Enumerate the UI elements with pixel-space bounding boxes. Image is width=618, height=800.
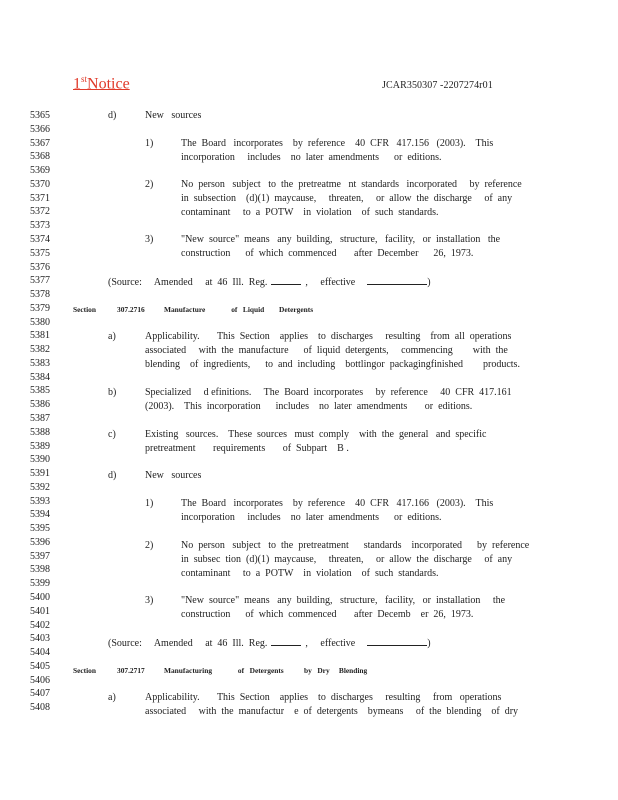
paragraph-line: (2003). This incorporation includes no later amendments or editions.	[145, 401, 473, 412]
source-note-prefix: (Source: Amended at 46 Ill. Reg.	[108, 638, 268, 649]
section-title: Manufacture of Liquid Detergents	[164, 305, 314, 314]
item-label: a)	[108, 692, 116, 703]
reg-number-blank	[271, 637, 301, 646]
paragraph-line: construction of which commenced after December 26, 1973.	[181, 248, 474, 259]
subitem-number: 3)	[145, 595, 154, 606]
paragraph-line: construction of which commenced after Decemb er 26, 1973.	[181, 609, 474, 620]
paragraph-line: Applicability. This Section applies to discharges resulting from all operations	[145, 331, 512, 342]
section-number: 307.2717	[117, 666, 145, 675]
paragraph-line: Applicability. This Section applies to discharges resulting from operations	[145, 692, 502, 703]
line-number: 5404	[30, 647, 50, 658]
line-number: 5408	[30, 702, 50, 714]
effective-date-blank	[367, 637, 427, 646]
line-number: 5383	[30, 357, 50, 369]
line-number: 5395	[30, 523, 50, 535]
paragraph-line: associated with the manufactur e of detergents bymeans of the blending of dry	[145, 706, 519, 717]
line-number: 5387	[30, 412, 50, 424]
paragraph-line: contaminant to a POTW in violation of such standards.	[181, 207, 439, 218]
line-number: 5384	[30, 371, 50, 383]
line-number: 5382	[30, 344, 50, 356]
paragraph-line: No person subject to the pretreatme nt standards incorporated by reference	[181, 179, 522, 190]
line-number: 5407	[30, 688, 50, 700]
notice-number: 1	[73, 75, 81, 93]
section-label: Section	[73, 666, 96, 675]
paragraph-line: in subsection (d)(1) maycause, threaten, or allow the discharge of any	[181, 193, 513, 204]
line-number: 5369	[30, 165, 50, 177]
line-number: 5373	[30, 220, 50, 232]
source-note-prefix: (Source: Amended at 46 Ill. Reg.	[108, 277, 268, 288]
source-note-close: )	[427, 638, 431, 649]
paragraph-line: The Board incorporates by reference 40 CFR 417.156 (2003). This	[181, 138, 494, 149]
line-number: 5390	[30, 454, 50, 466]
subitem-number: 1)	[145, 498, 154, 509]
line-number: 5389	[30, 440, 50, 452]
line-number: 5402	[30, 619, 50, 631]
line-number: 5365	[30, 110, 50, 121]
subitem-number: 2)	[145, 179, 154, 190]
section-title: Manufacturing of Detergents by Dry Blending	[164, 666, 368, 675]
paragraph-line: blending of ingredients, to and including bottlingor packagingfinished products.	[145, 359, 520, 370]
line-number: 5405	[30, 660, 50, 672]
line-number: 5378	[30, 289, 50, 300]
subitem-number: 2)	[145, 540, 154, 551]
line-number: 5406	[30, 674, 50, 686]
line-number: 5377	[30, 275, 50, 287]
line-number: 5399	[30, 578, 50, 590]
paragraph-line: Specialized d efinitions. The Board incorporates by reference 40 CFR 417.161	[145, 387, 512, 398]
subitem-number: 1)	[145, 138, 154, 149]
item-label: c)	[108, 429, 116, 440]
line-number: 5403	[30, 633, 50, 645]
section-label: Section	[73, 305, 96, 314]
effective-date-blank	[367, 276, 427, 285]
paragraph-line: pretreatment requirements of Subpart B .	[145, 443, 349, 454]
line-number: 5392	[30, 481, 50, 493]
item-label: a)	[108, 331, 116, 342]
paragraph-line: "New source" means any building, structure, facility, or installation the	[181, 595, 506, 606]
line-number: 5376	[30, 261, 50, 273]
item-label: d)	[108, 470, 117, 481]
item-heading: New sources	[145, 110, 202, 121]
line-number: 5400	[30, 592, 50, 603]
line-number: 5398	[30, 564, 50, 576]
document-code: JCAR350307 -2207274r01	[382, 80, 493, 91]
section-number: 307.2716	[117, 305, 145, 314]
source-note-effective: , effective	[305, 638, 356, 649]
source-note	[108, 637, 431, 649]
line-number: 5372	[30, 206, 50, 218]
line-number: 5380	[30, 316, 50, 328]
line-number: 5385	[30, 385, 50, 397]
paragraph-line: The Board incorporates by reference 40 CFR 417.166 (2003). This	[181, 498, 494, 509]
line-number: 5386	[30, 399, 50, 411]
line-number: 5396	[30, 536, 50, 548]
item-heading: New sources	[145, 470, 202, 481]
paragraph-line: contaminant to a POTW in violation of such standards.	[181, 568, 439, 579]
paragraph-line: incorporation includes no later amendments or editions.	[181, 152, 442, 163]
line-number: 5374	[30, 233, 50, 245]
line-number: 5375	[30, 247, 50, 259]
item-label: d)	[108, 110, 117, 121]
paragraph-line: No person subject to the pretreatment standards incorporated by reference	[181, 540, 530, 551]
line-number: 5368	[30, 151, 50, 163]
paragraph-line: incorporation includes no later amendments or editions.	[181, 512, 442, 523]
line-number: 5367	[30, 137, 50, 149]
line-number: 5391	[30, 468, 50, 479]
paragraph-line: Existing sources. These sources must comply with the general and specific	[145, 429, 487, 440]
line-number: 5379	[30, 302, 50, 314]
source-note-effective: , effective	[305, 277, 356, 288]
source-note	[108, 276, 431, 288]
line-number: 5401	[30, 605, 50, 617]
line-number: 5397	[30, 550, 50, 562]
line-number: 5393	[30, 495, 50, 507]
line-number: 5381	[30, 330, 50, 342]
reg-number-blank	[271, 276, 301, 285]
line-number: 5371	[30, 192, 50, 204]
line-number: 5370	[30, 178, 50, 190]
paragraph-line: in subsec tion (d)(1) maycause, threaten, or allow the discharge of any	[181, 554, 513, 565]
notice-ordinal-suffix: st	[81, 74, 88, 84]
notice-heading	[73, 74, 144, 93]
subitem-number: 3)	[145, 234, 154, 245]
line-number: 5388	[30, 426, 50, 438]
paragraph-line: "New source" means any building, structure, facility, or installation the	[181, 234, 501, 245]
line-number: 5366	[30, 123, 50, 135]
source-note-close: )	[427, 277, 431, 288]
item-label: b)	[108, 387, 117, 398]
notice-word: Notice	[87, 75, 130, 93]
line-number: 5394	[30, 509, 50, 521]
paragraph-line: associated with the manufacture of liquid detergents, commencing with the	[145, 345, 508, 356]
